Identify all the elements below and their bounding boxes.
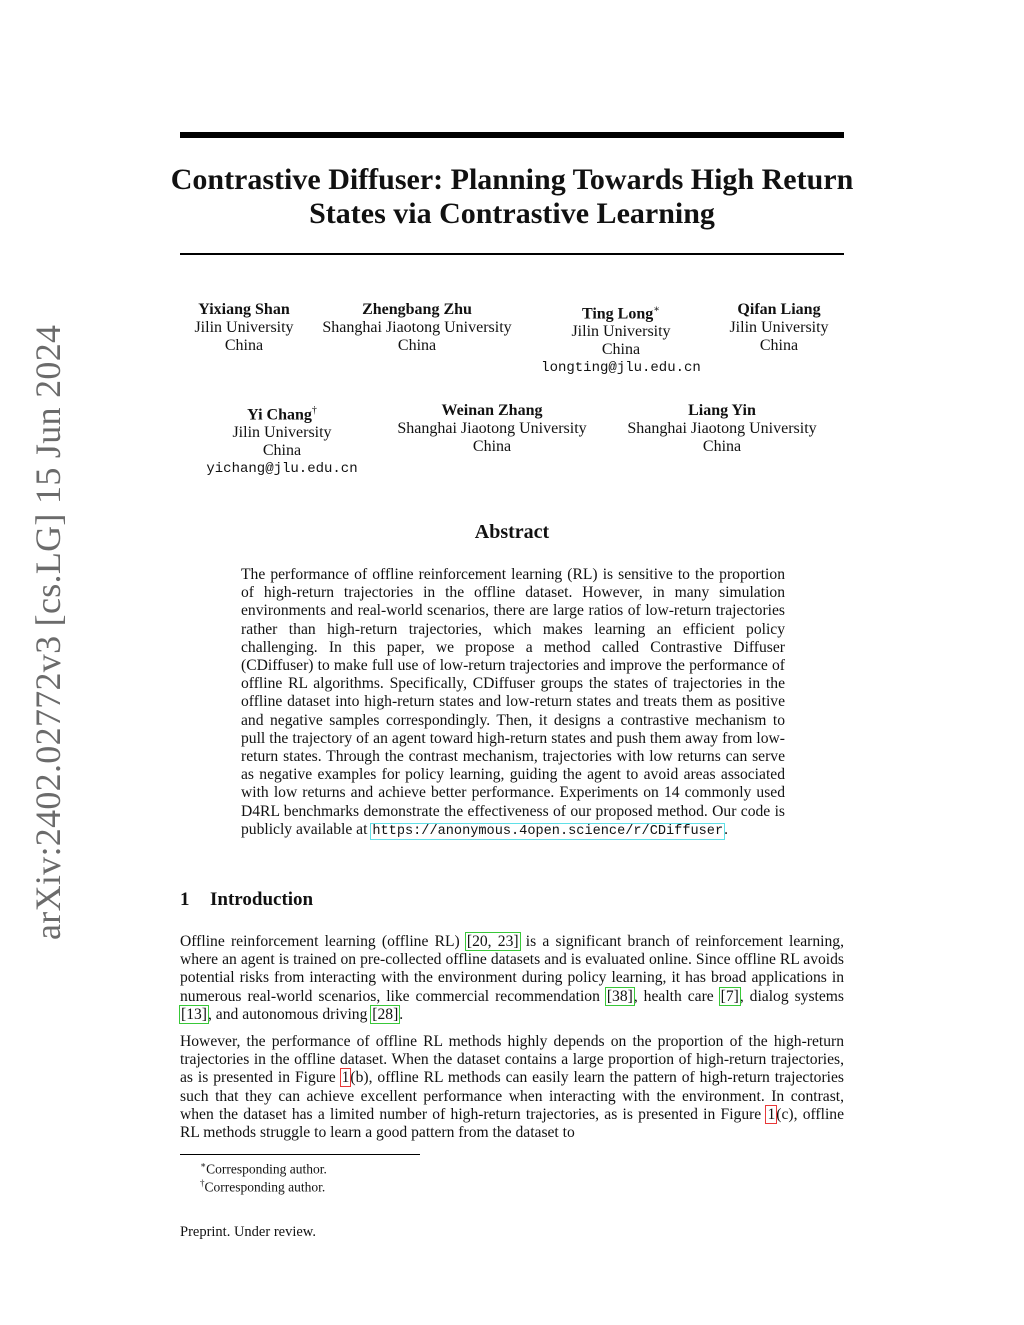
author-affiliation: Jilin University <box>571 323 671 341</box>
abstract-text: The performance of offline reinforcement learning (RL) is sensitive to the proportion of high-return trajectories in the offline dataset. However, in many simulation environments and real-world scenarios, there are large ratios of low-return trajectories rather than high-return trajectories, which makes learning an efficient policy challenging. In this paper, we propose a method called Contrastive Diffuser (CDiffuser) to make full use of low-return trajectories and improve the performance of offline RL algorithms. Specifically, CDiffuser groups the states of trajectories in the offline dataset into high-return states and low-return states and treats them as positive and negative samples correspondingly. Then, it designs a contrastive mechanism to pull the trajectory of an agent toward high-return states and push them away from low-return states. Through the contrast mechanism, trajectories with low returns can serve as negative examples for policy learning, guiding the agent to avoid areas associated with low returns and achieve better performance. Experiments on 14 commonly used D4RL benchmarks demonstrate the effectiveness of our proposed method. Our code is publicly available at <box>241 566 785 838</box>
author-mark: † <box>311 405 317 416</box>
section-number: 1 <box>180 889 190 910</box>
citation-link[interactable]: [38] <box>606 987 633 1005</box>
author-country: China <box>224 337 264 354</box>
arxiv-stamp: arXiv:2402.02772v3 [cs.LG] 15 Jun 2024 <box>28 324 68 940</box>
title-rule-bottom <box>180 253 844 255</box>
citation-link[interactable]: [7] <box>720 987 739 1005</box>
author-email[interactable]: yichang@jlu.edu.cn <box>206 461 358 478</box>
author-affiliation: Shanghai Jiaotong University <box>627 420 817 437</box>
title-rule-top <box>180 132 844 138</box>
abstract-heading: Abstract <box>474 521 550 543</box>
author-name: Qifan Liang <box>737 301 821 318</box>
footnote-mark: ∗ <box>200 1160 207 1170</box>
abstract-end: . <box>724 820 729 838</box>
author-block <box>627 402 816 456</box>
intro-paragraph-2: However, the performance of offline RL methods highly depends on the proportion of the high-return trajectories in the offline dataset. When the dataset contains a large proportion of high-return trajectories, as is presented in Figure 1(b), offline RL methods can easily learn the pattern of high-return trajectories such that they can achieve excellent performance when interacting with the environment. In contrast, when the dataset has a limited number of high-return trajectories, as is presented in Figure 1(c), offline RL methods struggle to learn a good pattern from the dataset to <box>180 1033 844 1142</box>
author-name: Ting Long <box>581 305 654 323</box>
author-country: China <box>472 438 512 455</box>
author-block <box>206 402 357 478</box>
author-email[interactable]: longting@jlu.edu.cn <box>541 360 701 377</box>
footnote-mark: † <box>200 1178 205 1188</box>
author-name: Liang Yin <box>688 402 756 419</box>
author-country: China <box>397 337 437 354</box>
author-affiliation: Jilin University <box>232 424 332 442</box>
section-title: Introduction <box>210 889 314 910</box>
author-name: Yixiang Shan <box>198 301 290 318</box>
author-block <box>541 301 701 377</box>
intro-paragraph-1: Offline reinforcement learning (offline RL) [20, 23] is a significant branch of reinforcement learning, where an agent is trained on pre-collected offline datasets and is evaluated online. Since offline RL avoids potential risks from interacting with the environment during policy learning, it has broad applications in numerous real-world scenarios, like commercial recommendation [38], health care [7], dialog systems [13], and autonomous driving [28]. <box>180 933 844 1023</box>
author-name: Weinan Zhang <box>441 402 543 419</box>
author-block <box>729 301 828 355</box>
author-country: China <box>262 442 302 460</box>
author-name: Yi Chang <box>247 406 312 424</box>
section-heading <box>180 889 313 911</box>
author-block <box>194 301 293 355</box>
author-country: China <box>702 438 742 455</box>
author-country: China <box>601 341 641 359</box>
author-affiliation: Shanghai Jiaotong University <box>397 420 587 437</box>
author-mark: ∗ <box>653 304 661 315</box>
figure-ref-link[interactable]: 1 <box>767 1105 776 1123</box>
author-name: Zhengbang Zhu <box>362 301 472 318</box>
footnote-2 <box>200 1175 325 1196</box>
figure-ref-link[interactable]: 1 <box>341 1069 350 1087</box>
author-affiliation: Jilin University <box>729 319 829 336</box>
citation-link[interactable]: [28] <box>372 1005 399 1023</box>
preprint-note: Preprint. Under review. <box>180 1224 316 1240</box>
footnote-text: Corresponding author. <box>204 1179 326 1195</box>
author-affiliation: Jilin University <box>194 319 294 336</box>
citation-link[interactable]: [13] <box>181 1005 207 1023</box>
author-block <box>397 402 586 456</box>
paper-title: Contrastive Diffuser: Planning Towards High Return States via Contrastive Learning <box>170 163 854 230</box>
code-link[interactable]: https://anonymous.4open.science/r/CDiffuser <box>372 823 724 839</box>
footnote-text: Corresponding author. <box>206 1161 327 1177</box>
author-country: China <box>759 337 799 354</box>
footnote-rule <box>180 1154 420 1155</box>
citation-link[interactable]: [20, 23] <box>466 933 519 950</box>
author-block <box>322 301 511 355</box>
abstract-body <box>241 566 785 841</box>
author-affiliation: Shanghai Jiaotong University <box>322 319 512 336</box>
